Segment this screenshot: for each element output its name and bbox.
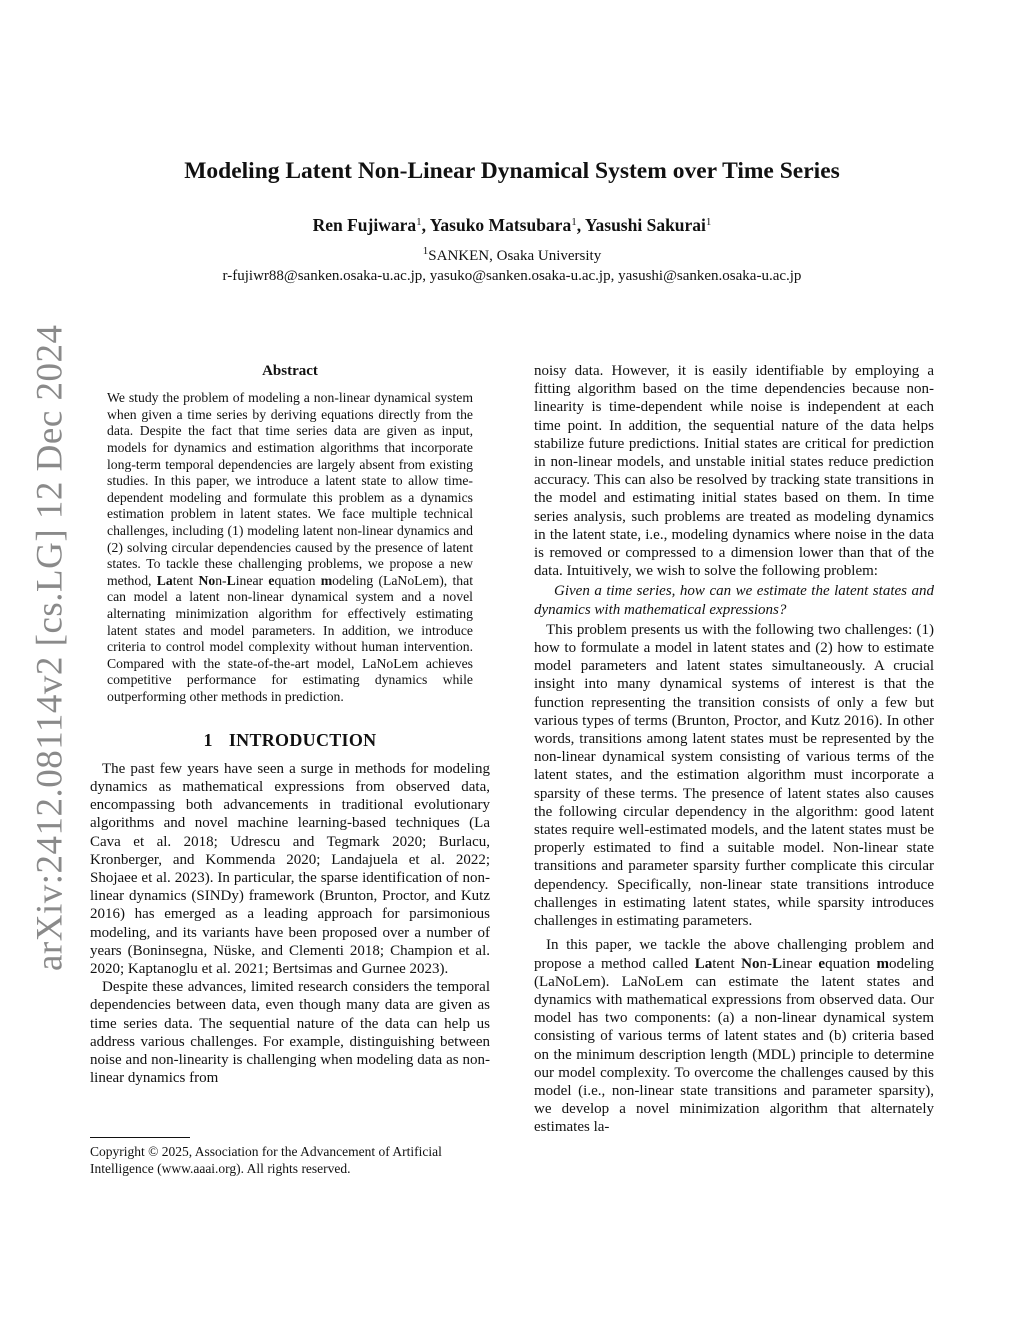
author-affil-mark: 1 [571,216,577,228]
author-affil-mark: 1 [705,216,712,228]
paper-title: Modeling Latent Non-Linear Dynamical System over Time Series [184,158,840,184]
research-question: Given a time series, how can we estimate the latent states and dynamics with mathematical expressions? [534,583,934,618]
author-name: Yasushi Sakurai [584,215,706,235]
section-heading-introduction [90,731,490,749]
footnote-divider [90,1137,190,1138]
section-number: 1 [203,730,213,751]
author-name: Yasuko Matsubara [429,215,572,235]
body-paragraph: noisy data. However, it is easily identifiable by employing a fitting algorithm based on the time dependencies because non-linearity is time-dependent while noise is independent at each time point. In addition, the sequential nature of the data helps stabilize future predictions. Initial states are critical for prediction in non-linear models, and unstable initial states reduce prediction accuracy. This can also be resolved by tracking state transitions in the model and estimating initial states based on them. In time series analysis, such problems are treated as modeling dynamics in the latent state, i.e., modeling dynamics where noise in the data is removed or compressed to a dimension lower than that of the data. Intuitively, we wish to solve the following problem: [534,363,934,580]
abstract-text: We study the problem of modeling a non-linear dynamical system when given a time series by deriving equations directly from the data. Despite the fact that time series data are given as input, models for dynamics and estimation algorithms that incorporate long-term temporal dependencies are largely absent from existing studies. In this paper, we introduce a latent state to allow time-dependent modeling and formulate this problem as a dynamics estimation problem in latent states. We face multiple technical challenges, including (1) modeling latent non-linear dynamics and (2) solving circular dependencies caused by the presence of latent states. To tackle these challenging problems, we propose a new method, Latent Non-Linear equation modeling (LaNoLem), that can model a latent non-linear dynamical system and a novel alternating minimization algorithm for effectively estimating latent states and model parameters. In addition, we introduce criteria to control model complexity without human intervention. Compared with the state-of-the-art model, LaNoLem achieves competitive performance for estimating dynamics while outperforming other methods in prediction. [107,390,473,704]
author-emails: r-fujiwr88@sanken.osaka-u.ac.jp, yasuko@sanken.osaka-u.ac.jp, yasushi@sanken.osaka-u.ac.jp [222,268,802,284]
right-column [534,362,934,1137]
copyright-footnote: Copyright © 2025, Association for the Advancement of Artificial Intelligence (www.aaai.org). All rights reserved. [90,1144,442,1176]
body-paragraph: In this paper, we tackle the above challenging problem and propose a method called Latent Non-Linear equation modeling (LaNoLem). LaNoLem can estimate the latent states and dynamics with mathematical expressions from observed data. Our model has two components: (a) a non-linear dynamical system consisting of various terms of latent states and (b) criteria based on the minimum description length (MDL) principle to determine our model complexity. To overcome the challenges caused by this model (i.e., non-linear state transitions and parameter sparsity), we develop a novel minimization algorithm that alternately estimates la- [534,937,935,1136]
affiliation [0,245,1024,265]
left-column [90,362,490,1087]
affiliation-mark: 1 [422,245,429,257]
abstract-heading: Abstract [262,363,318,379]
author-affil-mark: 1 [416,216,422,228]
author-list: Ren Fujiwara$^1$, Yasuko Matsubara$^1$, Yasushi Sakurai$^1$ [312,215,712,235]
body-paragraph: The past few years have seen a surge in methods for modeling dynamics as mathematical expressions from observed data, encompassing both advancements in traditional evolutionary algorithms and novel machine learning-based techniques (La Cava et al. 2018; Udrescu and Tegmark 2020; Burlacu, Kronberger, and Kommenda 2020; Landajuela et al. 2022; Shojaee et al. 2023). In particular, the sparse identification of non-linear dynamics (SINDy) framework (Brunton, Proctor, and Kutz 2016) has emerged as a leading approach for parsimonious modeling, and its variants have been proposed over a number of years (Boninsegna, Nüske, and Clementi 2018; Champion et al. 2020; Kaptanoglu et al. 2021; Bertsimas and Gurnee 2023). [90,760,490,977]
arxiv-identifier: arXiv:2412.08114v2 [cs.LG] 12 Dec 2024 [29,324,71,971]
body-paragraph: Despite these advances, limited research considers the temporal dependencies between data, even though many data are given as time series data. The sequential nature of the data can help us address various challenges. For example, distinguishing between noise and non-linearity is challenging when modeling data as non-linear dynamics from [90,979,490,1087]
author-name: Ren Fujiwara [312,215,417,235]
section-title: INTRODUCTION [228,730,377,751]
affiliation-text: SANKEN, Osaka University [428,248,602,264]
body-paragraph: This problem presents us with the following two challenges: (1) how to formulate a model in latent states and (2) how to estimate model parameters and latent states simultaneously. A crucial insight into many dynamical systems of interest is that the function representing the transition consists of only a few but various types of terms (Brunton, Proctor, and Kutz 2016). In other words, transitions among latent states must be represented by the non-linear dynamical system consisting of various terms of the latent states, and the estimation algorithm must incorporate a sparsity of these terms. The presence of latent states also causes the following circular dependency in the algorithm: good latent states require well-estimated models, and the latent states must be properly estimated to find a suitable model. Non-linear state transitions and parameter sparsity further complicate this circular dependency. Specifically, non-linear state transitions introduce challenges in estimating latent states, while sparsity introduces challenges in estimating parameters. [534,621,934,930]
